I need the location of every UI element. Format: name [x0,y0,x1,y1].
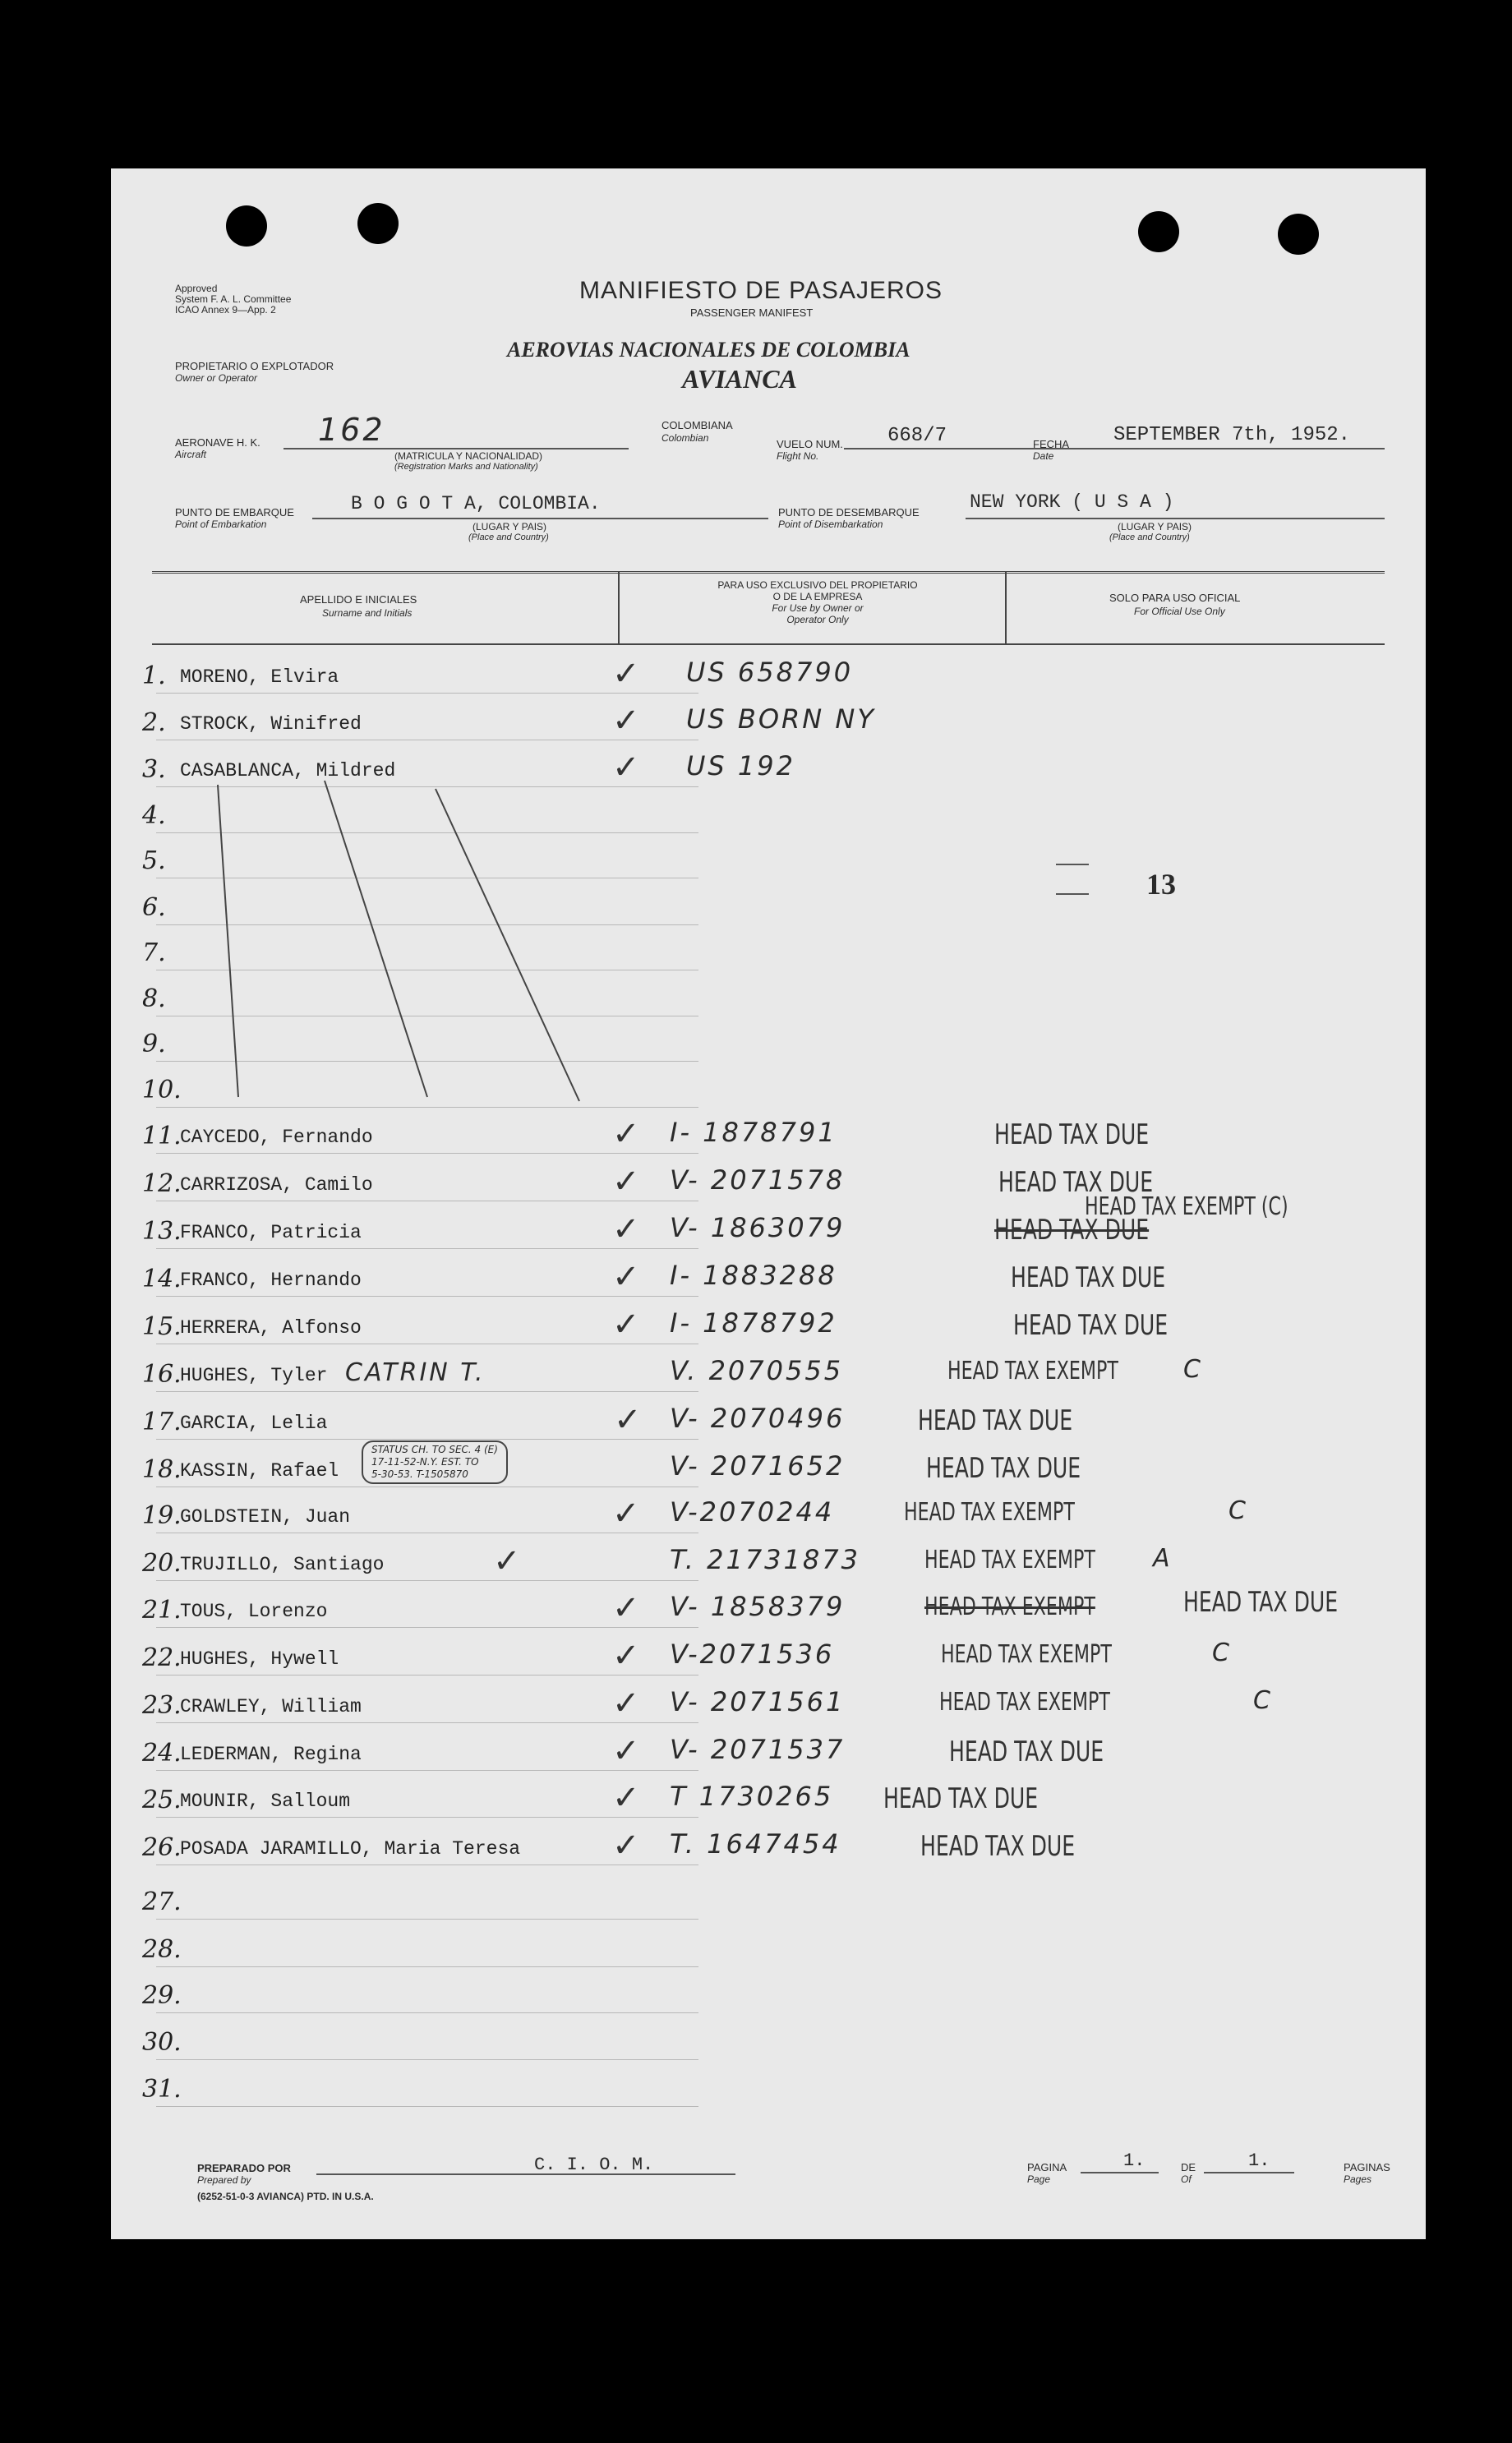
approval-line: ICAO Annex 9—App. 2 [175,304,276,316]
check-mark-icon: ✓ [612,1732,640,1770]
passenger-name: HUGHES, Tyler [180,1365,328,1386]
disembark-sub: Point of Disembarkation [778,519,883,530]
check-mark-icon: ✓ [614,1401,642,1439]
col-operator-title-line: PARA USO EXCLUSIVO DEL PROPIETARIO [717,579,918,591]
flight-value: 668/7 [887,425,947,447]
passenger-name: STROCK, Winifred [180,713,362,735]
passenger-name: FRANCO, Patricia [180,1222,362,1243]
document-number: V. 2070555 [670,1355,844,1386]
check-mark-icon: ✓ [612,1827,640,1865]
row-number: 31. [142,2075,182,2104]
of-value: 1. [1248,2150,1270,2171]
col-operator-sub-line: Operator Only [786,614,849,625]
row-number: 2. [142,708,166,737]
head-tax-stamp: HEAD TAX DUE [994,1118,1150,1151]
row-number: 16. [142,1360,182,1389]
check-mark-icon: ✓ [612,749,640,786]
passenger-name: TRUJILLO, Santiago [180,1554,385,1575]
document-number: V- 1858379 [670,1591,846,1622]
nationality-sub: Colombian [662,432,709,444]
row-number: 17. [142,1408,182,1436]
document-number: V- 2071652 [670,1450,846,1482]
check-mark-icon: ✓ [612,1495,640,1533]
head-tax-stamp: HEAD TAX EXEMPT [924,1546,1095,1574]
exempt-class-mark: C [1228,1496,1248,1525]
exempt-class-mark: A [1153,1544,1173,1573]
passenger-name: GARCIA, Lelia [180,1413,328,1434]
aircraft-sub: Aircraft [175,449,207,460]
date-label: FECHA [1033,438,1070,450]
exempt-class-mark: C [1183,1355,1203,1384]
void-strike-lines [111,168,1426,2239]
document-number: I- 1878791 [670,1117,837,1148]
head-tax-stamp: HEAD TAX EXEMPT [947,1357,1118,1385]
document-number: I- 1883288 [670,1260,837,1291]
col-official-sub: For Official Use Only [1134,606,1225,617]
document-number: V-2070244 [670,1496,835,1528]
document-number: V- 1863079 [670,1212,846,1243]
prepared-label: PREPARADO POR [197,2162,291,2174]
head-tax-stamp: HEAD TAX EXEMPT [939,1688,1110,1717]
document-number: T 1730265 [670,1781,834,1812]
void-strike-line [436,789,579,1101]
document-number: V- 2071561 [670,1686,846,1717]
row-number: 27. [142,1888,182,1916]
passenger-name: KASSIN, Rafael [180,1460,339,1482]
passenger-name: CAYCEDO, Fernando [180,1127,373,1148]
registration-sub: (Registration Marks and Nationality) [394,462,538,472]
passenger-name: LEDERMAN, Regina [180,1744,362,1765]
status-note-line: STATUS CH. TO SEC. 4 (E) [371,1444,498,1455]
row-number: 19. [142,1501,182,1530]
page-value: 1. [1123,2150,1146,2171]
row-number: 25. [142,1786,182,1814]
void-strike-line [218,785,238,1097]
passenger-name: HUGHES, Hywell [180,1648,339,1670]
embark-label: PUNTO DE EMBARQUE [175,506,294,519]
row-number: 22. [142,1643,182,1672]
row-number: 30. [142,2028,182,2057]
check-mark-icon: ✓ [612,1779,640,1817]
status-note-line: 5-30-53. T-1505870 [371,1468,468,1480]
registration-label: (MATRICULA Y NACIONALIDAD) [394,450,543,462]
row-number: 23. [142,1691,182,1720]
col-operator-title-line: O DE LA EMPRESA [772,591,863,602]
check-mark-icon: ✓ [612,1258,640,1296]
row-number: 7. [142,938,166,967]
passenger-name: POSADA JARAMILLO, Maria Teresa [180,1838,521,1860]
operator-sub: Owner or Operator [175,372,258,384]
document-number: US 658790 [686,657,854,688]
row-number: 14. [142,1265,182,1293]
page-number-stamp: 13 [1146,868,1176,901]
check-mark-icon: ✓ [612,655,640,693]
page-sub: Page [1027,2173,1051,2185]
head-tax-stamp: HEAD TAX EXEMPT [941,1640,1112,1669]
passenger-name: MORENO, Elvira [180,666,339,688]
check-mark-icon: ✓ [612,1589,640,1627]
embark-place-label: (LUGAR Y PAIS) [472,521,547,532]
row-number: 12. [142,1169,182,1198]
of-label: DE [1181,2161,1196,2173]
prepared-value: C. I. O. M. [534,2155,654,2175]
col-surname-sub: Surname and Initials [322,607,413,619]
row-number: 24. [142,1739,182,1768]
of-sub: Of [1181,2173,1192,2185]
row-number: 11. [142,1122,182,1150]
row-number: 15. [142,1312,182,1341]
passenger-name: CRAWLEY, William [180,1696,362,1717]
head-tax-stamp: HEAD TAX DUE [1011,1261,1166,1294]
passenger-name: FRANCO, Hernando [180,1270,362,1291]
passenger-name-correction: CATRIN T. [345,1358,486,1387]
aircraft-value: 162 [318,412,385,448]
disembark-place-label: (LUGAR Y PAIS) [1118,521,1192,532]
page-label: PAGINA [1027,2161,1067,2173]
document-number: T. 1647454 [670,1828,841,1860]
passenger-name: GOLDSTEIN, Juan [180,1506,351,1528]
document-number: V- 2071578 [670,1164,846,1196]
approval-line: System F. A. L. Committee [175,293,292,305]
row-number: 8. [142,984,166,1013]
head-tax-stamp: HEAD TAX DUE [926,1452,1081,1485]
check-mark-icon: ✓ [612,1637,640,1675]
col-surname-title: APELLIDO E INICIALES [300,593,417,606]
row-number: 18. [142,1455,182,1484]
col-operator-sub-line: For Use by Owner or [772,602,864,614]
document-number: T. 21731873 [670,1544,860,1575]
disembark-place-sub: (Place and Country) [1109,532,1190,542]
printer-line: (6252-51-0-3 AVIANCA) PTD. IN U.S.A. [197,2191,374,2202]
head-tax-stamp: HEAD TAX DUE [920,1830,1076,1863]
airline-name: AEROVIAS NACIONALES DE COLOMBIA [507,338,910,362]
pages-label: PAGINAS [1344,2161,1390,2173]
exempt-class-mark: C [1253,1686,1273,1715]
prepared-sub: Prepared by [197,2174,251,2186]
check-mark-icon: ✓ [493,1542,521,1580]
approval-line: Approved [175,283,218,294]
row-number: 21. [142,1596,182,1625]
row-number: 5. [142,846,166,875]
row-number: 4. [142,801,166,830]
document-number: V- 2070496 [670,1403,846,1434]
status-note-line: 17-11-52-N.Y. EST. TO [371,1456,479,1468]
passenger-name: MOUNIR, Salloum [180,1791,351,1812]
flight-label: VUELO NUM. [777,438,843,450]
head-tax-stamp: HEAD TAX DUE [998,1166,1154,1199]
check-mark-icon: ✓ [612,702,640,740]
flight-sub: Flight No. [777,450,819,462]
document-number: US 192 [686,750,795,781]
date-value: SEPTEMBER 7th, 1952. [1113,424,1351,446]
passenger-name: TOUS, Lorenzo [180,1601,328,1622]
row-number: 13. [142,1217,182,1246]
head-tax-stamp: HEAD TAX EXEMPT [904,1498,1075,1527]
void-strike-line [325,781,427,1097]
disembark-value: NEW YORK ( U S A ) [970,491,1174,513]
manifest-sheet [111,168,1426,2239]
operator-label: PROPIETARIO O EXPLOTADOR [175,360,334,372]
document-number: V-2071536 [670,1639,835,1670]
check-mark-icon: ✓ [612,1210,640,1248]
manifest-title: MANIFIESTO DE PASAJEROS [579,277,943,304]
row-number: 3. [142,755,166,784]
head-tax-stamp: HEAD TAX DUE [949,1735,1104,1768]
row-number: 26. [142,1833,182,1862]
row-number: 28. [142,1935,182,1964]
row-number: 9. [142,1030,166,1058]
check-mark-icon: ✓ [612,1685,640,1722]
date-sub: Date [1033,450,1054,462]
head-tax-stamp-secondary: HEAD TAX EXEMPT (C) [1085,1192,1288,1221]
head-tax-stamp: HEAD TAX DUE [994,1214,1150,1247]
passenger-name: CARRIZOSA, Camilo [180,1174,373,1196]
embark-place-sub: (Place and Country) [468,532,549,542]
check-mark-icon: ✓ [612,1163,640,1201]
head-tax-stamp: HEAD TAX DUE [883,1782,1039,1815]
check-mark-icon: ✓ [612,1306,640,1344]
disembark-label: PUNTO DE DESEMBARQUE [778,506,920,519]
head-tax-stamp: HEAD TAX DUE [918,1404,1073,1437]
document-number: V- 2071537 [670,1734,846,1765]
document-number: US BORN NY [686,703,876,735]
nationality-label: COLOMBIANA [662,419,733,431]
head-tax-stamp-secondary: HEAD TAX DUE [1183,1586,1339,1619]
row-number: 6. [142,893,166,922]
row-number: 29. [142,1981,182,2010]
row-number: 10. [142,1076,182,1104]
row-number: 20. [142,1549,182,1578]
head-tax-stamp: HEAD TAX DUE [1013,1309,1169,1342]
embark-value: B O G O T A, COLOMBIA. [351,493,601,514]
passenger-name: HERRERA, Alfonso [180,1317,362,1339]
col-official-title: SOLO PARA USO OFICIAL [1109,592,1241,604]
manifest-subtitle: PASSENGER MANIFEST [690,307,814,319]
check-mark-icon: ✓ [612,1115,640,1153]
aircraft-label: AERONAVE H. K. [175,436,260,449]
embark-sub: Point of Embarkation [175,519,267,530]
exempt-class-mark: C [1212,1639,1232,1667]
airline-short: AVIANCA [682,364,797,394]
document-number: I- 1878792 [670,1307,837,1339]
passenger-name: CASABLANCA, Mildred [180,760,396,781]
pages-sub: Pages [1344,2173,1372,2185]
head-tax-stamp: HEAD TAX EXEMPT [924,1593,1095,1621]
row-number: 1. [142,661,166,690]
